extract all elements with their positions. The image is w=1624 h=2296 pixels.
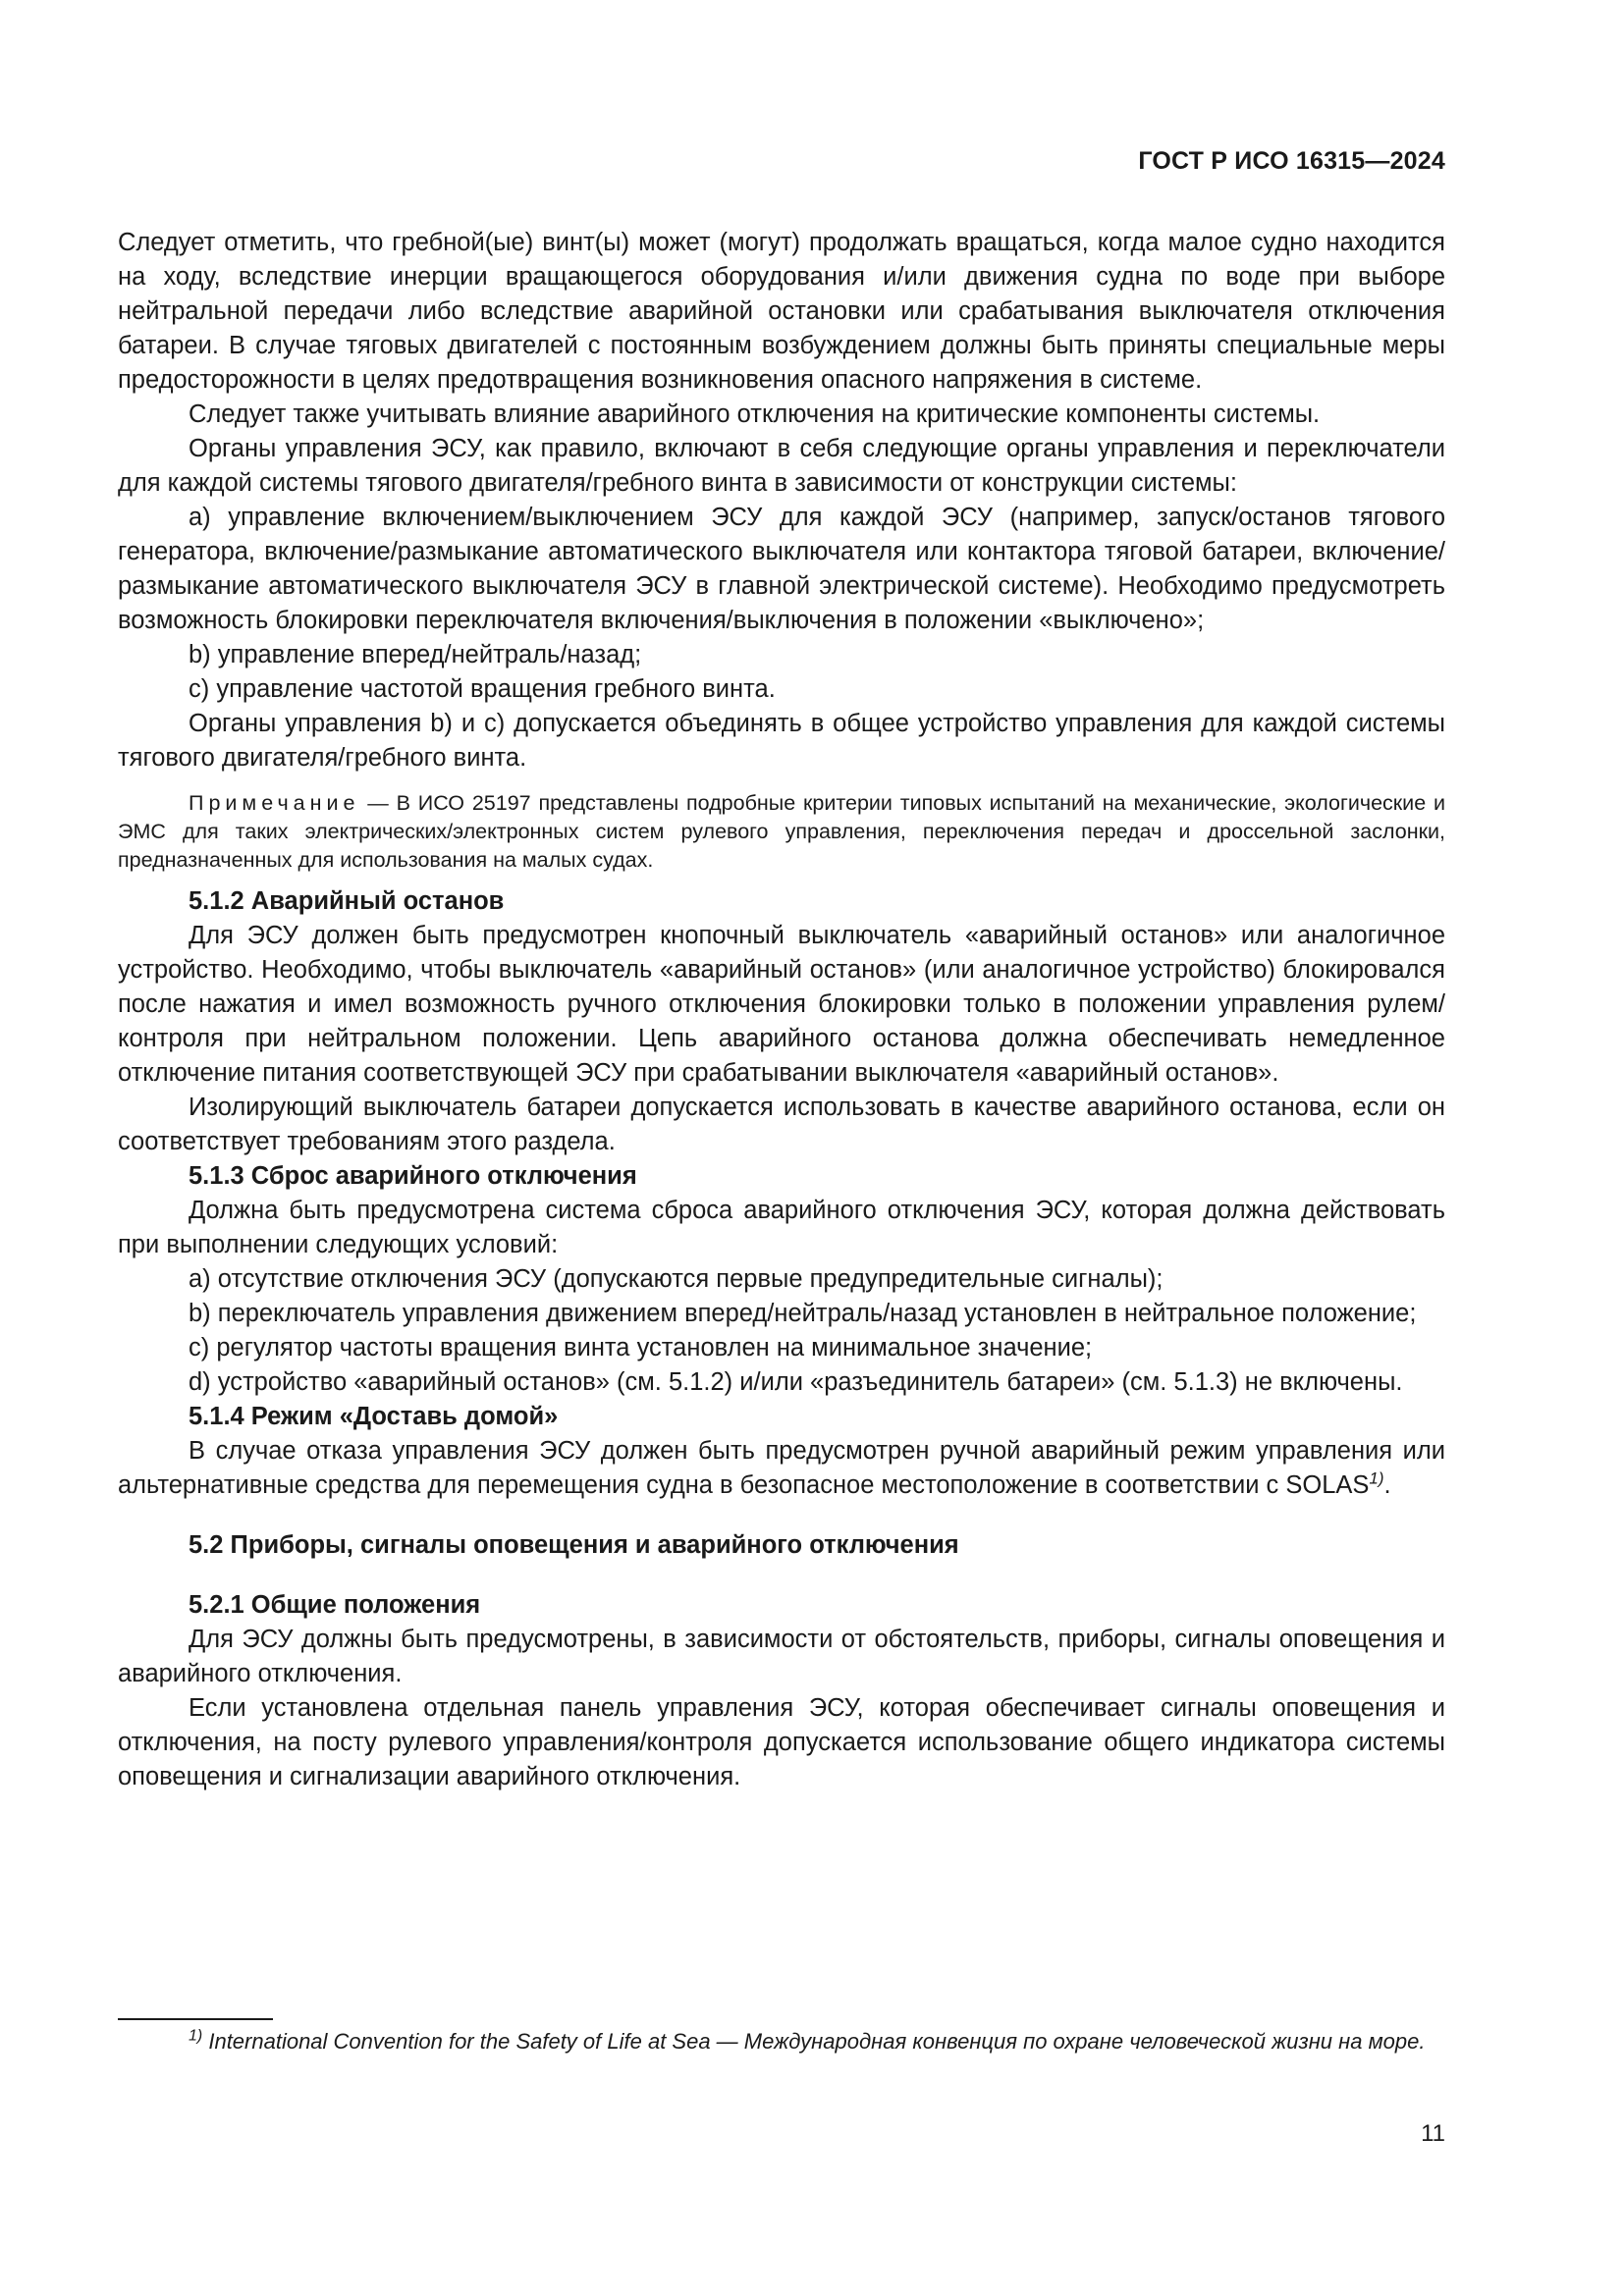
paragraph bbox=[118, 1434, 1445, 1503]
document-header: ГОСТ Р ИСО 16315—2024 bbox=[1138, 147, 1445, 175]
footnote-text: International Convention for the Safety of Life at Sea — Международная конвенция по охране человеческой жизни на море. bbox=[202, 2029, 1426, 2054]
list-item: c) управление частотой вращения гребного винта. bbox=[189, 675, 776, 703]
list-item: а) отсутствие отключения ЭСУ (допускаются первые предупредительные сигналы); bbox=[189, 1265, 1164, 1293]
section-heading-5-2-1: 5.2.1 Общие положения bbox=[189, 1591, 481, 1619]
section-heading-5-2: 5.2 Приборы, сигналы оповещения и аварийного отключения bbox=[189, 1531, 959, 1559]
paragraph: Если установлена отдельная панель управления ЭСУ, которая обеспечивает сигналы оповещения и отключения, на посту рулевого управления/контроля допускается использование общего индикатора системы оповещения и сигнализации аварийного отключения. bbox=[118, 1694, 1445, 1790]
list-item: b) переключатель управления движением вперед/нейтраль/назад установлен в нейтральное положение; bbox=[189, 1300, 1417, 1327]
section-heading-5-1-3: 5.1.3 Сброс аварийного отключения bbox=[189, 1162, 637, 1190]
paragraph-text: В случае отказа управления ЭСУ должен быть предусмотрен ручной аварийный режим управления или альтернативные средства для перемещения судна в безопасное местоположение в соответствии с SOLAS bbox=[118, 1437, 1445, 1499]
document-body bbox=[118, 226, 1445, 1794]
paragraph: Для ЭСУ должен быть предусмотрен кнопочный выключатель «аварийный останов» или аналогичное устройство. Необходимо, чтобы выключатель «аварийный останов» (или аналогичное устройство) блокировался после нажатия и имел возможность ручного отключения блокировки только в положении управления рулем/контроля при нейтральном положении. Цепь аварийного останова должна обеспечивать немедленное отключение питания соответствующей ЭСУ при срабатывании выключателя «аварийный останов». bbox=[118, 922, 1445, 1087]
paragraph: Органы управления b) и с) допускается объединять в общее устройство управления для каждой системы тягового двигателя/гребного винта. bbox=[118, 710, 1445, 772]
note-text: — В ИСО 25197 представлены подробные критерии типовых испытаний на механические, экологические и ЭМС для таких электрических/электронных систем рулевого управления, переключения передач и дроссельной заслонки, предназначенных для использования на малых судах. bbox=[118, 791, 1445, 872]
footnote-mark: 1) bbox=[189, 2027, 203, 2045]
list-item: c) регулятор частоты вращения винта установлен на минимальное значение; bbox=[189, 1334, 1093, 1362]
list-item: d) устройство «аварийный останов» (см. 5.1.2) и/или «разъединитель батареи» (см. 5.1.3) не включены. bbox=[189, 1368, 1403, 1396]
list-item: b) управление вперед/нейтраль/назад; bbox=[189, 641, 642, 668]
paragraph: Для ЭСУ должны быть предусмотрены, в зависимости от обстоятельств, приборы, сигналы оповещения и аварийного отключения. bbox=[118, 1626, 1445, 1687]
section-heading-5-1-2: 5.1.2 Аварийный останов bbox=[189, 887, 505, 915]
footnote-reference[interactable]: 1) bbox=[1369, 1468, 1384, 1488]
footnote-divider bbox=[118, 2018, 273, 2020]
paragraph: Органы управления ЭСУ, как правило, включают в себя следующие органы управления и переключатели для каждой системы тягового двигателя/гребного винта в зависимости от конструкции системы: bbox=[118, 435, 1445, 497]
footnote bbox=[118, 2026, 1445, 2056]
paragraph: Следует отметить, что гребной(ые) винт(ы) может (могут) продолжать вращаться, когда малое судно находится на ходу, вследствие инерции вращающегося оборудования и/или движения судна по воде при выборе нейтральной передачи либо вследствие аварийной остановки или срабатывания выключателя отключения батареи. В случае тяговых двигателей с постоянным возбуждением должны быть приняты специальные меры предосторожности в целях предотвращения возникновения опасного напряжения в системе. bbox=[118, 229, 1445, 394]
note bbox=[118, 789, 1445, 875]
section-heading-5-1-4: 5.1.4 Режим «Доставь домой» bbox=[189, 1403, 559, 1430]
paragraph: Следует также учитывать влияние аварийного отключения на критические компоненты системы. bbox=[189, 400, 1321, 428]
note-label: Примечание bbox=[189, 791, 360, 815]
paragraph-end: . bbox=[1383, 1471, 1391, 1499]
paragraph: Изолирующий выключатель батареи допускается использовать в качестве аварийного останова, если он соответствует требованиям этого раздела. bbox=[118, 1094, 1445, 1155]
page-number: 11 bbox=[1421, 2120, 1445, 2147]
paragraph: Должна быть предусмотрена система сброса аварийного отключения ЭСУ, которая должна действовать при выполнении следующих условий: bbox=[118, 1197, 1445, 1258]
list-item: а) управление включением/выключением ЭСУ для каждой ЭСУ (например, запуск/останов тягового генератора, включение/размыкание автоматического выключателя или контактора тяговой батареи, включение/размыкание автоматического выключателя ЭСУ в главной электрической системе). Необходимо предусмотреть возможность блокировки переключателя включения/выключения в положении «выключено»; bbox=[118, 504, 1445, 634]
